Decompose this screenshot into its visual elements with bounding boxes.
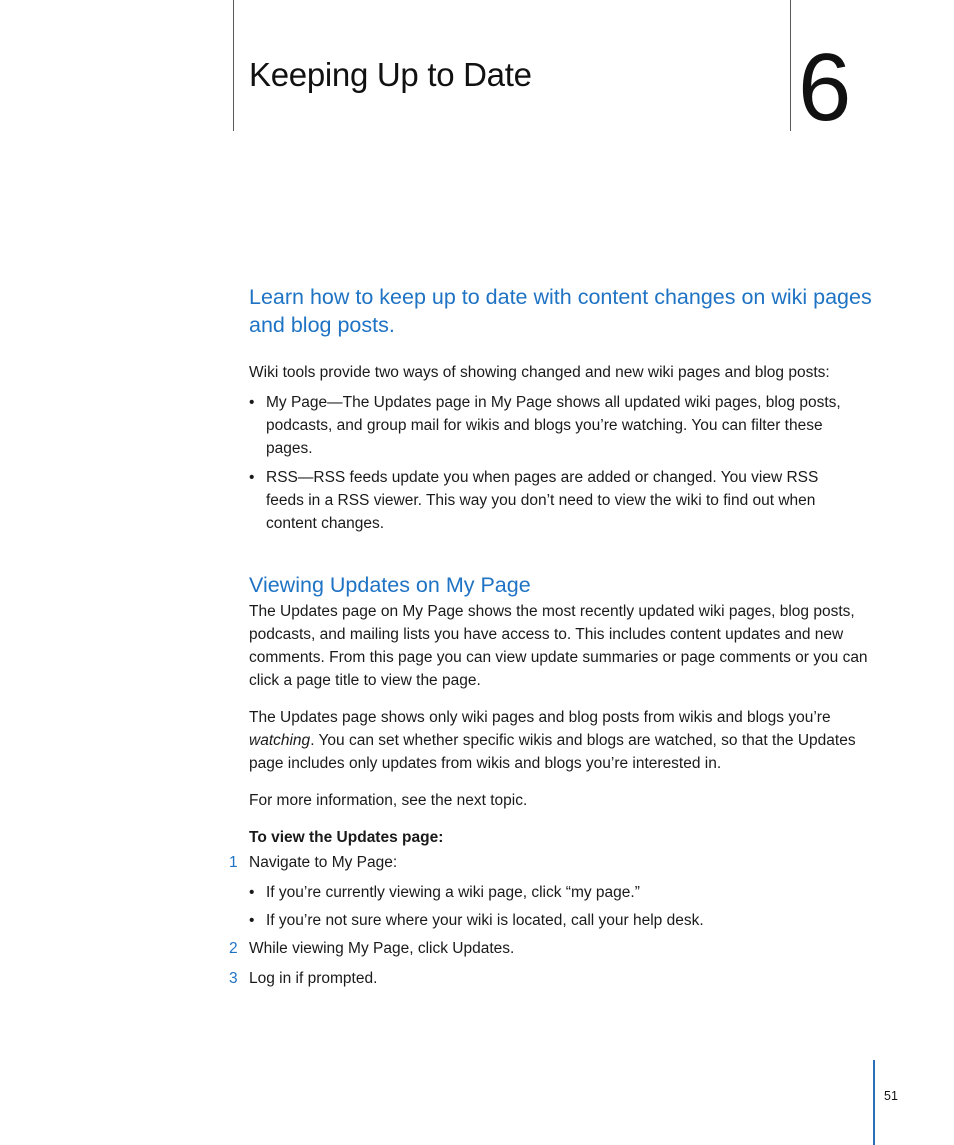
chapter-rule-right: [790, 0, 791, 131]
paragraph-text: . You can set whether specific wikis and blogs are watched, so that the Updates page includes only updates from wikis and blogs you’re interested in.: [249, 732, 856, 772]
intro-bullet-my-page: [249, 391, 859, 460]
procedure-sub-bullet-2: [249, 909, 859, 932]
chapter-number: 6: [798, 34, 852, 141]
chapter-title: Keeping Up to Date: [249, 56, 532, 93]
footer-rule: [873, 1060, 875, 1145]
bullet-glyph: •: [249, 394, 255, 411]
intro-paragraph: Wiki tools provide two ways of showing changed and new wiki pages and blog posts:: [249, 364, 830, 381]
section-paragraph-1: The Updates page on My Page shows the most recently updated wiki pages, blog posts, podcasts, and mailing lists you have access to. This includes content updates and new comments. From this page you can view update summaries or page comments or you can click a page title to view the page.: [249, 603, 868, 689]
intro-heading: Learn how to keep up to date with content changes on wiki pages and blog posts.: [249, 285, 872, 337]
bullet-glyph: •: [249, 884, 255, 901]
page-number: 51: [884, 1089, 898, 1103]
bullet-text: If you’re currently viewing a wiki page, click “my page.”: [266, 884, 640, 901]
bullet-text: My Page—The Updates page in My Page shows all updated wiki pages, blog posts, podcasts, and group mail for wikis and blogs you’re watching. You can filter these pages.: [266, 394, 841, 457]
intro-bullet-rss: [249, 466, 859, 535]
procedure-sub-bullet-1: [249, 881, 859, 904]
emphasis-watching: watching: [249, 732, 311, 749]
bullet-glyph: •: [249, 912, 255, 929]
step-number: 1: [229, 854, 238, 871]
section-heading: Viewing Updates on My Page: [249, 573, 531, 597]
step-text: Log in if prompted.: [249, 970, 378, 987]
procedure-step-3: [222, 967, 842, 990]
step-text: While viewing My Page, click Updates.: [249, 940, 515, 957]
section-paragraph-3: For more information, see the next topic.: [249, 792, 528, 809]
step-number: 2: [229, 940, 238, 957]
procedure-step-2: [222, 937, 842, 960]
bullet-text: RSS—RSS feeds update you when pages are added or changed. You view RSS feeds in a RSS viewer. This way you don’t need to view the wiki to find out when content changes.: [266, 469, 819, 532]
bullet-text: If you’re not sure where your wiki is located, call your help desk.: [266, 912, 704, 929]
bullet-glyph: •: [249, 469, 255, 486]
section-paragraph-2: [249, 706, 869, 775]
paragraph-text: The Updates page shows only wiki pages and blog posts from wikis and blogs you’re: [249, 709, 831, 726]
procedure-step-1: [222, 851, 842, 874]
chapter-rule-left: [233, 0, 234, 131]
step-text: Navigate to My Page:: [249, 854, 398, 871]
procedure-heading: To view the Updates page:: [249, 829, 444, 846]
step-number: 3: [229, 970, 238, 987]
